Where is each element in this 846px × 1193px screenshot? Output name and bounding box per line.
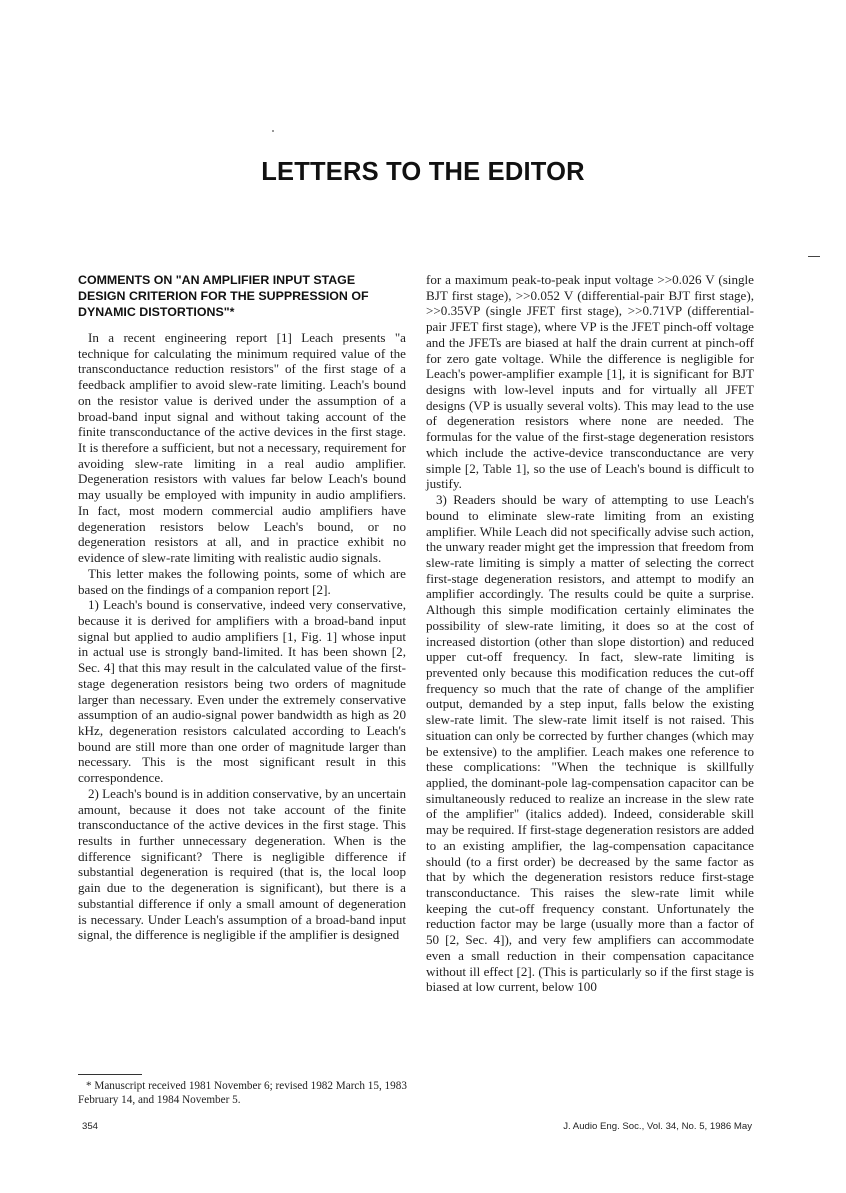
right-column: [426, 272, 754, 995]
paragraph: 1) Leach's bound is conservative, indeed very conservative, because it is derived for amplifiers with a broad-band input signal but applied to audio amplifiers [1, Fig. 1] whose input in actual use is strongly band-limited. It has been shown [2, Sec. 4] that this may result in the calculated value of the first-stage degeneration resistors being two orders of magnitude larger than necessary. Even under the extremely conservative assumption of an audio-signal power bandwidth as high as 20 kHz, degeneration resistors calculated according to Leach's bound are still more than one order of magnitude larger than necessary. This is the most significant result in this correspondence.: [78, 597, 406, 786]
paragraph: 3) Readers should be wary of attempting to use Leach's bound to eliminate slew-rate limiting from an existing amplifier. While Leach did not specifically advise such action, the unwary reader might get the impression that freedom from slew-rate limiting is simply a matter of selecting the correct first-stage degeneration resistors, and attempt to modify an amplifier accordingly. The results could be quite a surprise. Although this simple modification certainly eliminates the possibility of slew-rate limiting, it does so at the cost of increased distortion (other than slope distortion) and reduced upper cut-off frequency. In fact, slew-rate limiting is prevented only because this modification reduces the cut-off frequency so much that the rate of change of the amplifier output, demanded by a step input, falls below the existing slew-rate limit. The slew-rate limit itself is not raised. This situation can only be corrected by further changes (which may be extensive) to the amplifier. Leach makes one reference to these complications: "When the technique is skillfully applied, the dominant-pole lag-compensation capacitor can be simultaneously reduced to realize an increase in the slew rate of the amplifier" (italics added). Indeed, considerable skill may be required. If first-stage degeneration resistors are added to an existing amplifier, the lag-compensation capacitance should (to a first order) be decreased by the same factor as that by which the degeneration resistors reduce first-stage transconductance. This raises the slew-rate limit while keeping the cut-off frequency constant. Unfortunately the reduction factor may be large (usually more than a factor of 50 [2, Sec. 4]), and very few amplifiers can accommodate even a small reduction in their compensation capacitance without ill effect [2]. (This is particularly so if the first stage is biased at low current, below 100: [426, 492, 754, 995]
scan-speck: [272, 130, 274, 132]
page-title: LETTERS TO THE EDITOR: [261, 158, 585, 186]
page-number: 354: [82, 1121, 99, 1132]
paragraph: In a recent engineering report [1] Leach presents "a technique for calculating the minimum required value of the transconductance reduction resistors" of the first stage of a feedback amplifier to avoid slew-rate limiting. Leach's bound on the resistor value is derived under the assumption of a broad-band input signal and without taking account of the finite transconductance of the active devices in the first stage. It is therefore a sufficient, but not a necessary, requirement for avoiding slew-rate limiting in a real audio amplifier. Degeneration resistors with values far below Leach's bound may usually be employed with impunity in audio amplifiers. In fact, most modern commercial audio amplifiers have degeneration resistors below Leach's bound, or no degeneration resistors at all, and in practice exhibit no evidence of slew-rate limiting with realistic audio signals.: [78, 330, 406, 566]
paragraph: This letter makes the following points, some of which are based on the findings of a companion report [2].: [78, 565, 406, 597]
footnote-divider: [78, 1074, 142, 1075]
paragraph: 2) Leach's bound is in addition conservative, by an uncertain amount, because it does not take account of the finite transconductance of the active devices in the first stage. This results in further unnecessary degeneration. When is the difference significant? There is negligible difference if substantial degeneration is required (that is, the local loop gain due to the degeneration is significant), but there is a substantial difference if only a small amount of degeneration is necessary. Under Leach's assumption of a broad-band input signal, the difference is negligible if the amplifier is designed: [78, 785, 406, 943]
paragraph: for a maximum peak-to-peak input voltage >>0.026 V (single BJT first stage), >>0.052 V (differential-pair BJT first stage), >>0.35VP (single JFET first stage), >>0.71VP (differential-pair JFET first stage), where VP is the JFET pinch-off voltage and the JFETs are biased at half the drain current at pinch-off for zero gate voltage. While the difference is negligible for Leach's power-amplifier example [1], it is significant for BJT designs with low-level inputs and for virtually all JFET designs (VP is usually several volts). This may lead to the use of degeneration resistors where none are needed. The formulas for the value of the first-stage degeneration resistors which include the active-device transconductance are very simple [2, Table 1], so the use of Leach's bound is difficult to justify.: [426, 272, 754, 492]
footnote: * Manuscript received 1981 November 6; revised 1982 March 15, 1983 February 14, and 1984 November 5.: [78, 1080, 407, 1106]
journal-reference: J. Audio Eng. Soc., Vol. 34, No. 5, 1986 May: [563, 1121, 752, 1132]
article-title: COMMENTS ON "AN AMPLIFIER INPUT STAGE DESIGN CRITERION FOR THE SUPPRESSION OF DYNAMIC DISTORTIONS"*: [78, 273, 369, 319]
left-column: [78, 272, 406, 943]
margin-mark: [808, 256, 820, 257]
